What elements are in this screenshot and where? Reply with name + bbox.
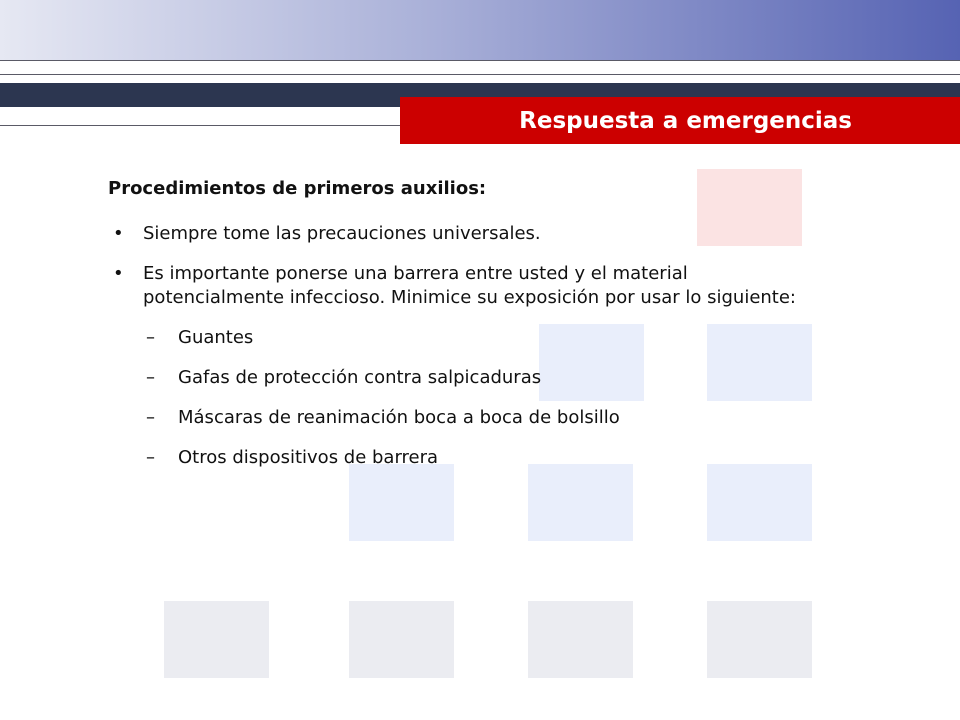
decorative-tile-gray <box>164 601 269 678</box>
bullet-marker: • <box>113 263 124 284</box>
header-rule-middle <box>0 74 960 75</box>
bullet-marker: • <box>113 223 124 244</box>
bullet-item <box>108 222 828 246</box>
decorative-tile-gray <box>528 601 633 678</box>
dash-marker: – <box>146 407 155 428</box>
bullet-text: Siempre tome las precauciones universales. <box>143 223 541 244</box>
sub-bullet-item <box>108 406 828 430</box>
bullet-item <box>108 262 828 310</box>
header-gradient-band <box>0 0 960 60</box>
slide-content <box>108 176 828 486</box>
header-rule-top <box>0 60 960 61</box>
header-rule-bottom <box>0 125 400 126</box>
decorative-tile-gray <box>349 601 454 678</box>
sub-bullet-item <box>108 446 828 470</box>
sub-bullet-text: Guantes <box>178 327 254 348</box>
dash-marker: – <box>146 367 155 388</box>
dash-marker: – <box>146 327 155 348</box>
sub-bullet-item <box>108 326 828 350</box>
sub-bullet-item <box>108 366 828 390</box>
section-heading: Procedimientos de primeros auxilios: <box>108 178 487 199</box>
slide-title: Respuesta a emergencias <box>519 107 852 134</box>
decorative-tile-gray <box>707 601 812 678</box>
sub-bullet-text: Gafas de protección contra salpicaduras <box>178 367 542 388</box>
sub-bullet-text: Otros dispositivos de barrera <box>178 447 439 468</box>
bullet-text: Es importante ponerse una barrera entre usted y el material potencialmente infeccioso. Minimice su exposición por usar lo siguiente: <box>143 263 796 308</box>
sub-bullet-text: Máscaras de reanimación boca a boca de bolsillo <box>178 407 620 428</box>
slide-title-bar <box>400 97 960 144</box>
dash-marker: – <box>146 447 155 468</box>
